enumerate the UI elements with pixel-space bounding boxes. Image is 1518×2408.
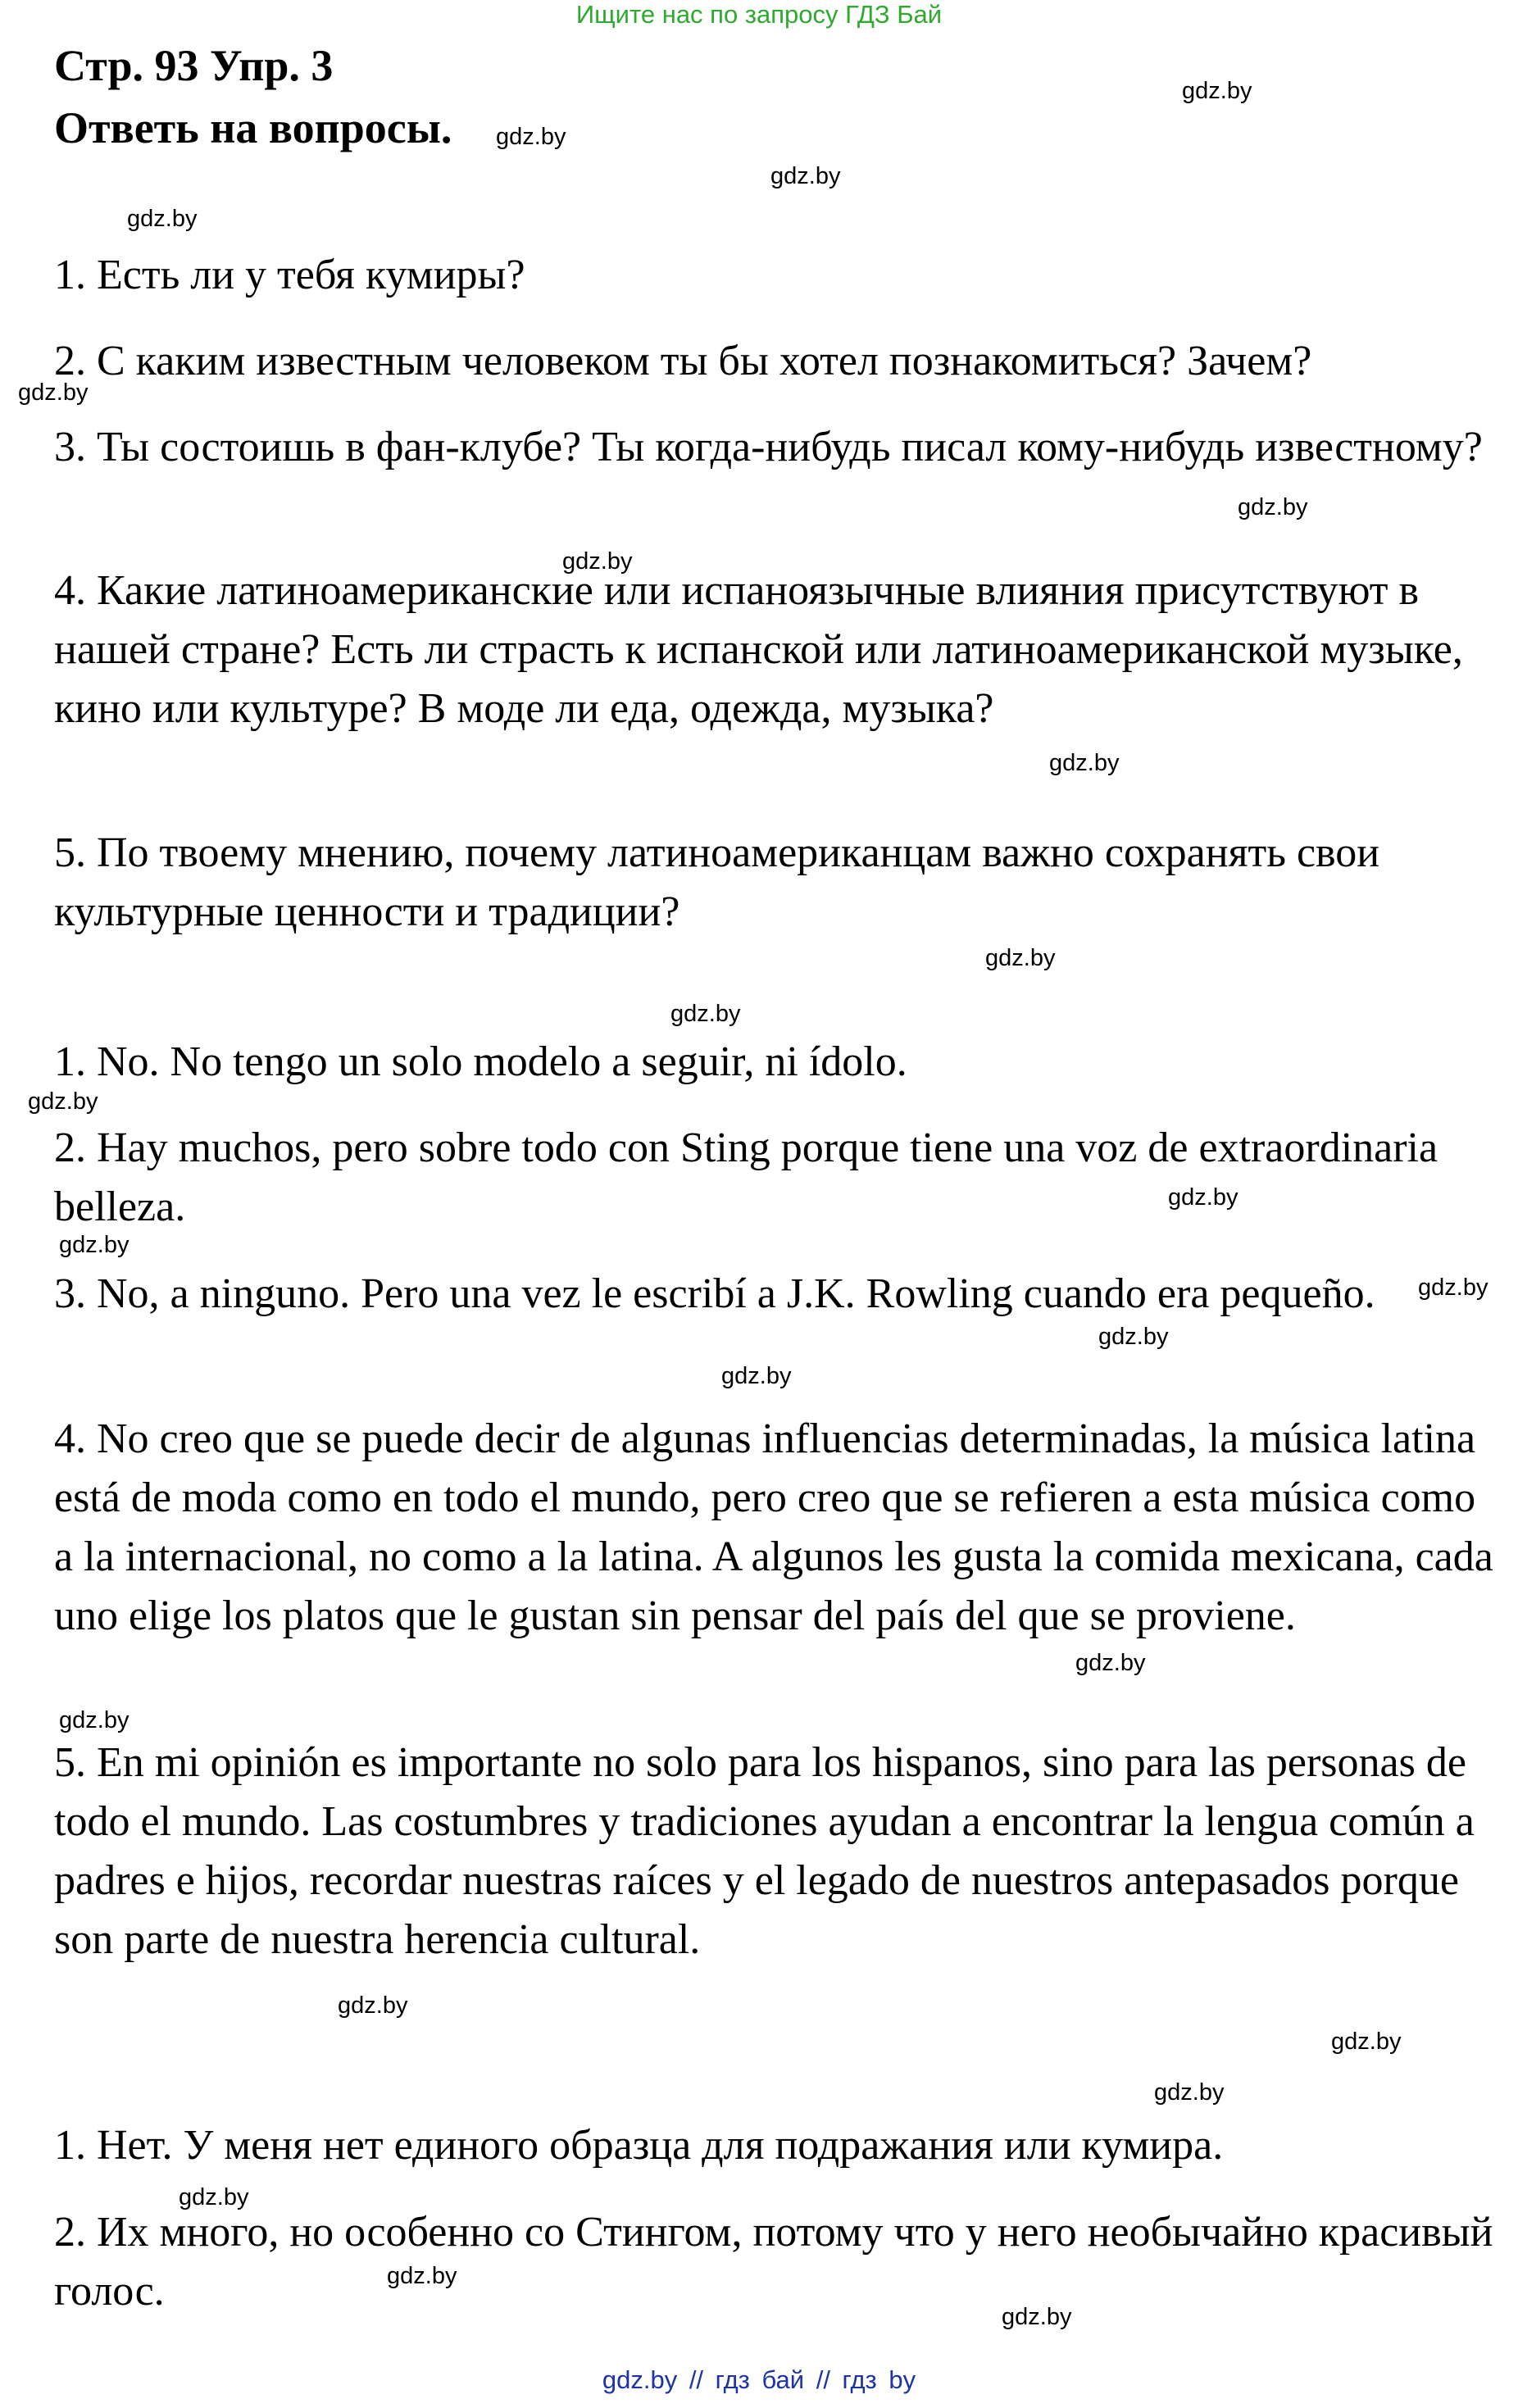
page-title: Стр. 93 Упр. 3 xyxy=(54,41,334,90)
footer-links: gdz.by // гдз бай // гдз by xyxy=(602,2365,916,2394)
watermark: gdz.by xyxy=(1418,1274,1488,1301)
answer-es-4: 4. No creo que se puede decir de algunas influencias determinadas, la música latina está de moda como en todo el mundo, pero creo que se refieren a esta música como a la internacional, no como a la latina. A algunos les gusta la comida mexicana, cada uno elige los platos que le gustan sin pensar del país del que se proviene. xyxy=(54,1415,1493,1639)
watermark: gdz.by xyxy=(59,1232,130,1258)
exercise-instruction: Ответь на вопросы. xyxy=(54,103,452,152)
answer-es-1: 1. No. No tengo un solo modelo a seguir, ni ídolo. xyxy=(54,1038,907,1085)
watermark: gdz.by xyxy=(127,206,198,232)
answer-es-5: 5. En mi opinión es importante no solo para los hispanos, sino para las personas de todo el mundo. Las costumbres y tradiciones ayudan a encontrar la lengua común a padres e hijos, recordar nuestras raíces y el legado de nuestros antepasados porque son parte de nuestra herencia cultural. xyxy=(54,1739,1475,1963)
watermark: gdz.by xyxy=(1002,2304,1072,2330)
answer-ru-1: 1. Нет. У меня нет единого образца для подражания или кумира. xyxy=(54,2122,1224,2169)
watermark: gdz.by xyxy=(1075,1650,1146,1676)
watermark: gdz.by xyxy=(1154,2079,1225,2106)
watermark: gdz.by xyxy=(670,1001,741,1027)
watermark: gdz.by xyxy=(985,945,1056,971)
watermark: gdz.by xyxy=(387,2263,457,2289)
watermark: gdz.by xyxy=(18,379,89,406)
answer-es-3: 3. No, a ninguno. Pero una vez le escribí a J.K. Rowling cuando era pequeño. xyxy=(54,1270,1375,1317)
watermark: gdz.by xyxy=(1049,750,1120,776)
watermark: gdz.by xyxy=(562,548,633,575)
watermark: gdz.by xyxy=(1098,1324,1169,1350)
watermark: gdz.by xyxy=(338,1992,408,2019)
watermark: gdz.by xyxy=(179,2184,249,2210)
answer-es-2: 2. Hay muchos, pero sobre todo con Sting porque tiene una voz de extraordinaria belleza. xyxy=(54,1124,1438,1230)
watermark: gdz.by xyxy=(59,1707,130,1733)
watermark: gdz.by xyxy=(1182,78,1252,104)
question-1: 1. Есть ли у тебя кумиры? xyxy=(54,252,525,298)
watermark: gdz.by xyxy=(1238,494,1308,520)
question-3: 3. Ты состоишь в фан-клубе? Ты когда-нибудь писал кому-нибудь известному? xyxy=(54,424,1483,470)
watermark: gdz.by xyxy=(28,1088,98,1115)
watermark: gdz.by xyxy=(721,1363,792,1389)
watermark: gdz.by xyxy=(1168,1184,1238,1211)
answer-ru-2: 2. Их много, но особенно со Стингом, потому что у него необычайно красивый голос. xyxy=(54,2209,1493,2315)
top-banner: Ищите нас по запросу ГДЗ Бай xyxy=(575,0,943,29)
watermark: gdz.by xyxy=(1331,2029,1402,2055)
watermark: gdz.by xyxy=(496,124,566,150)
question-2: 2. С каким известным человеком ты бы хотел познакомиться? Зачем? xyxy=(54,338,1312,384)
question-4: 4. Какие латиноамериканские или испаноязычные влияния присутствуют в нашей стране? Есть ли страсть к испанской или латиноамериканской музыке, кино или культуре? В моде ли еда, одежда, музыка? xyxy=(54,567,1463,732)
question-5: 5. По твоему мнению, почему латиноамериканцам важно сохранять свои культурные ценности и традиции? xyxy=(54,829,1380,935)
watermark: gdz.by xyxy=(770,163,841,189)
